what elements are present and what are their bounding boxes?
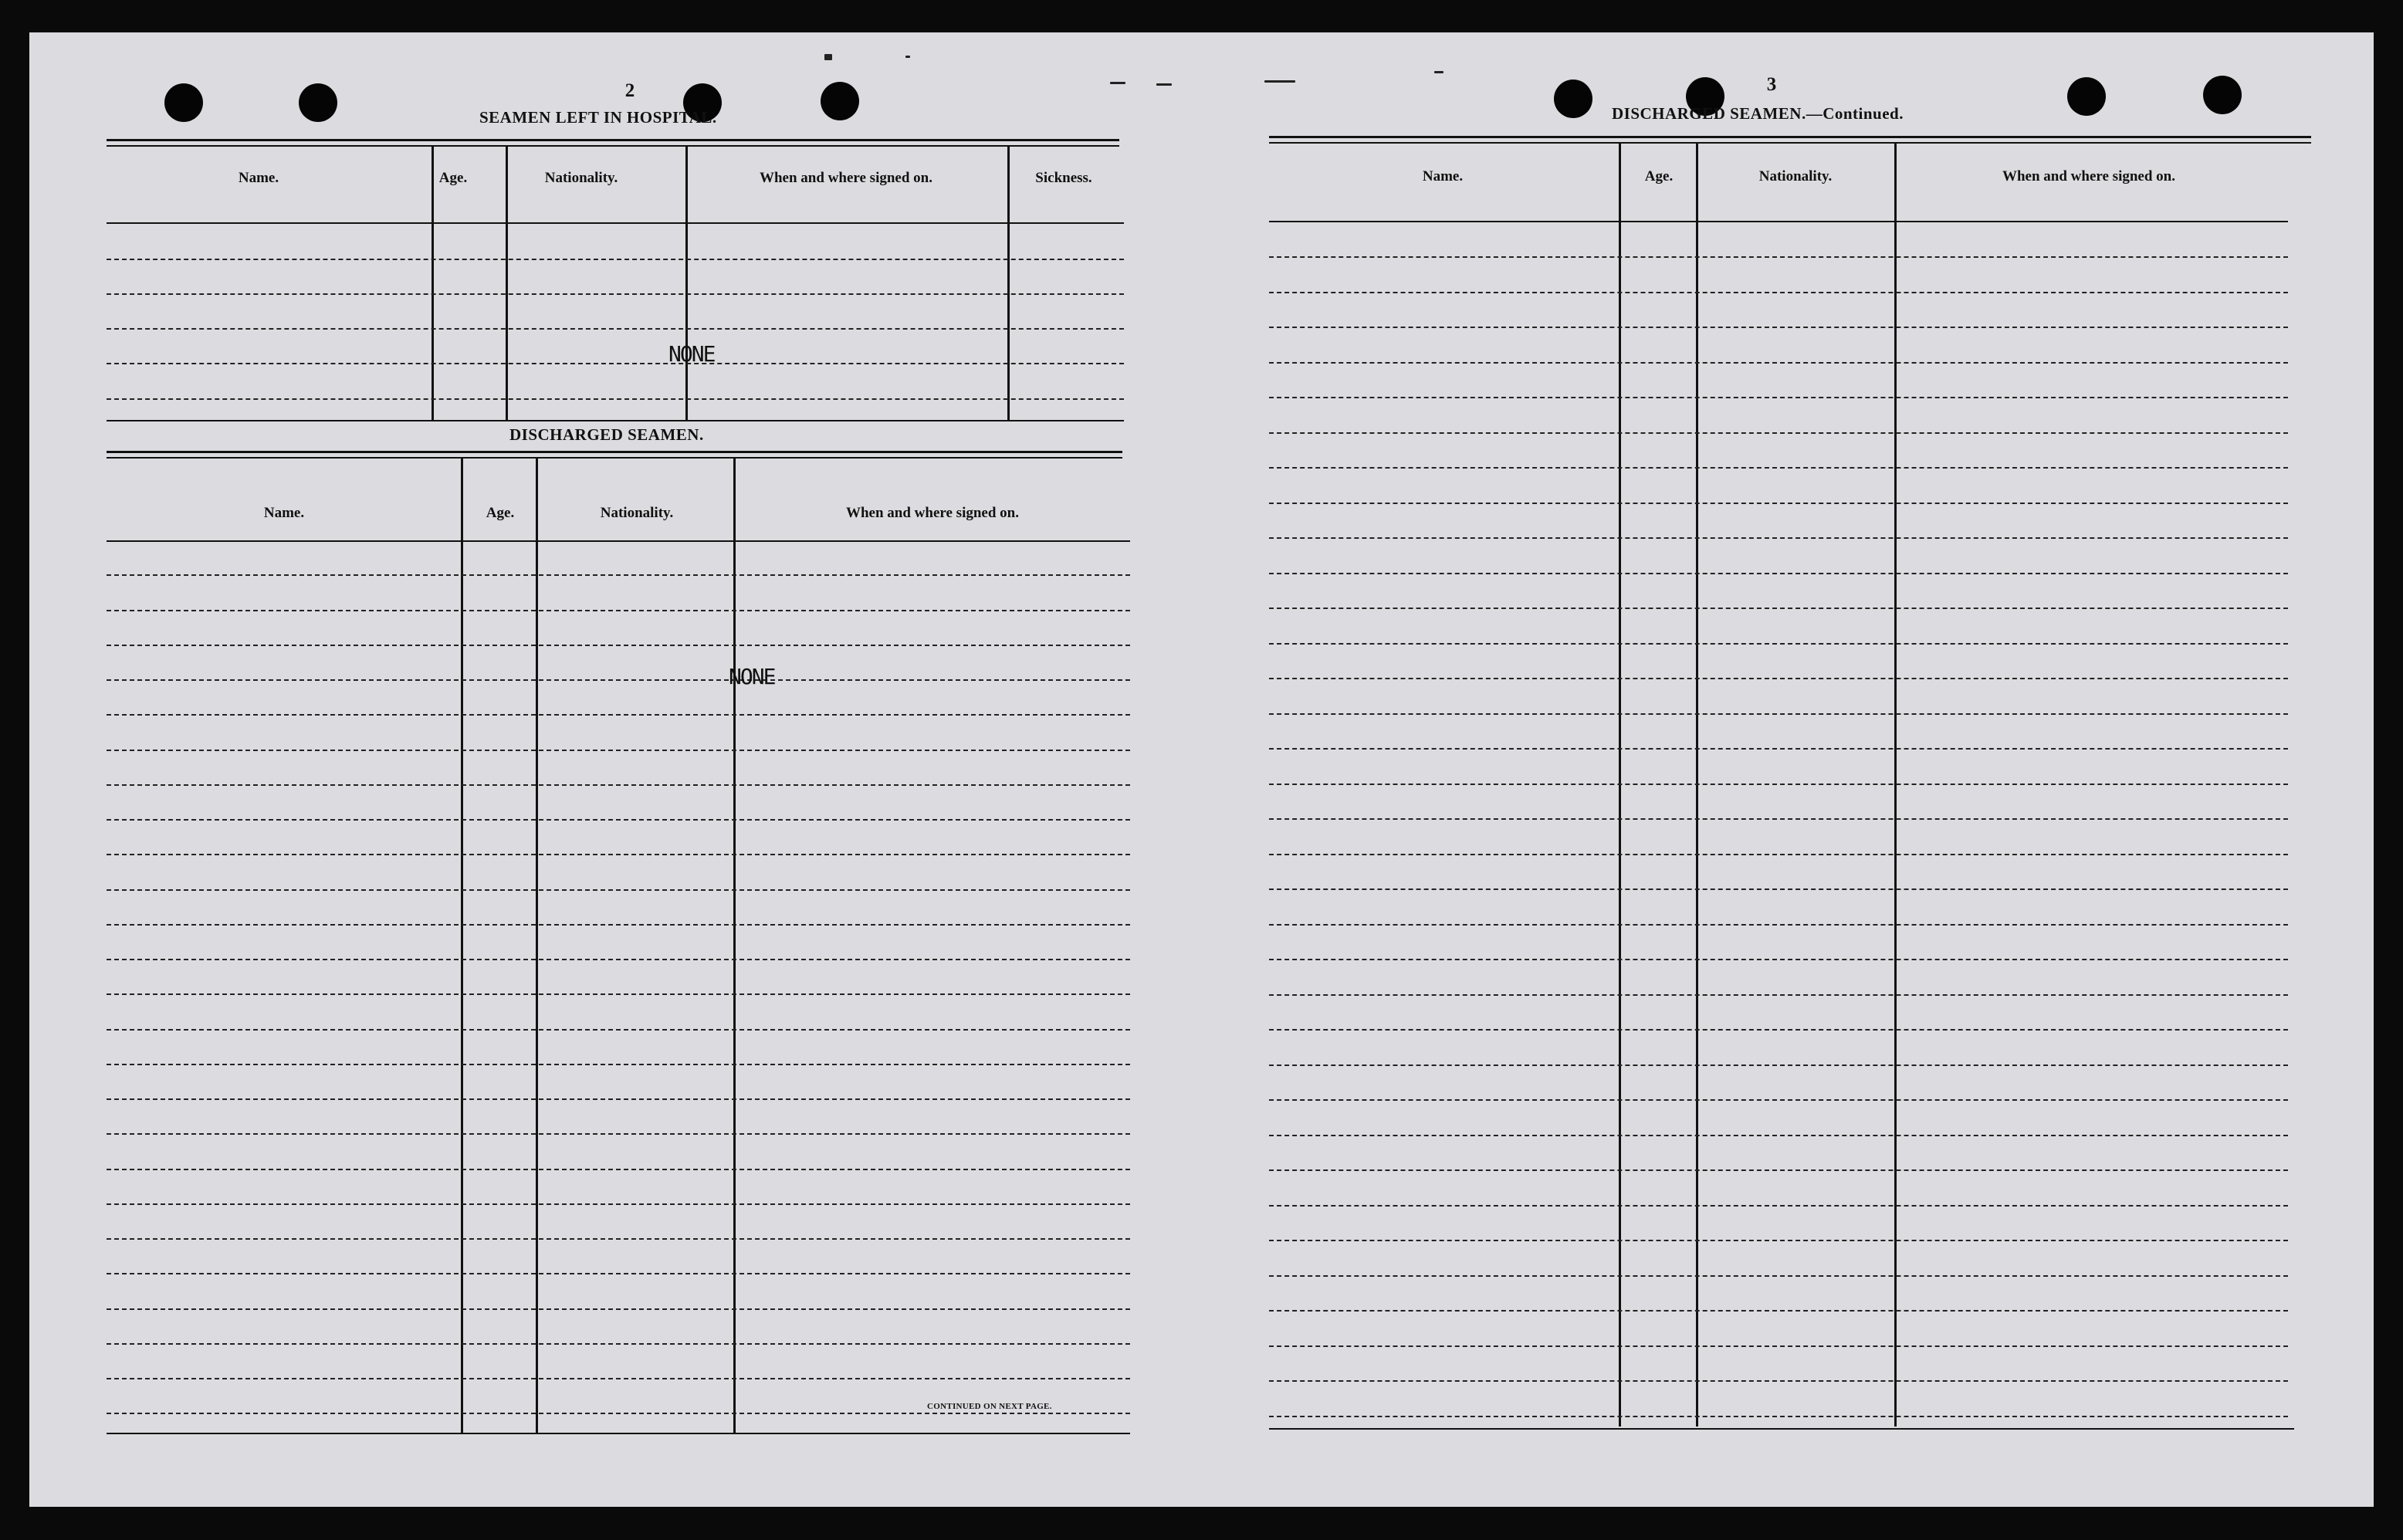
dashed-row (1269, 854, 2288, 855)
column-divider (461, 459, 463, 1433)
dashed-row (1269, 748, 2288, 750)
table-top-rule (107, 145, 1119, 147)
dashed-row (1269, 1310, 2288, 1312)
dashed-row (1269, 1064, 2288, 1066)
none-stamp: NONE (668, 341, 715, 367)
page-number: 3 (1766, 74, 1777, 95)
column-header-age: Age. (1644, 168, 1674, 184)
dashed-row (107, 959, 1130, 960)
dashed-row (1269, 608, 2288, 609)
punch-hole (2203, 76, 2242, 114)
table-bottom-rule (1269, 1428, 2294, 1430)
dashed-row (107, 750, 1130, 751)
dashed-row (107, 1413, 1130, 1414)
scan-speck (1434, 71, 1443, 73)
dashed-row (1269, 1205, 2288, 1207)
dashed-row (107, 610, 1130, 611)
column-divider (1696, 144, 1698, 1427)
dashed-row (1269, 643, 2288, 645)
dashed-row (107, 679, 1130, 681)
dashed-row (1269, 1029, 2288, 1031)
punch-hole (2067, 77, 2106, 116)
dashed-row (1269, 713, 2288, 715)
dashed-row (1269, 1169, 2288, 1171)
dashed-row (1269, 1380, 2288, 1382)
column-header-signed-on: When and where signed on. (759, 170, 932, 186)
dashed-row (107, 328, 1124, 330)
dashed-row (1269, 573, 2288, 574)
column-header-name: Name. (1422, 168, 1464, 184)
dashed-row (1269, 1275, 2288, 1277)
discharged-continued-table (1269, 136, 2327, 1440)
dashed-row (1269, 924, 2288, 926)
table-top-rule (1269, 136, 2311, 138)
dashed-row (1269, 959, 2288, 960)
dashed-row (1269, 292, 2288, 293)
table-top-rule (107, 139, 1119, 141)
continued-note: CONTINUED ON NEXT PAGE. (927, 1402, 1052, 1411)
dashed-row (107, 1029, 1130, 1031)
dashed-row (107, 1343, 1130, 1345)
none-stamp: NONE (729, 664, 775, 689)
dashed-row (107, 784, 1130, 786)
punch-hole (821, 82, 859, 120)
column-header-nationality: Nationality. (1758, 168, 1833, 184)
dashed-row (107, 1308, 1130, 1310)
scan-speck (824, 54, 832, 60)
dashed-row (107, 924, 1130, 926)
dashed-row (1269, 1240, 2288, 1241)
dashed-row (1269, 888, 2288, 890)
discharged-table (107, 451, 1130, 1443)
dashed-row (107, 645, 1130, 646)
discharged-section-title: DISCHARGED SEAMEN. (509, 425, 704, 444)
dashed-row (1269, 994, 2288, 996)
table-bottom-rule (107, 1433, 1130, 1434)
column-divider (733, 459, 736, 1433)
dashed-row (1269, 1345, 2288, 1347)
dashed-row (107, 363, 1124, 364)
column-divider (506, 147, 508, 420)
column-header-age: Age. (486, 505, 515, 521)
header-rule (107, 540, 1130, 542)
dashed-row (1269, 327, 2288, 328)
page-number: 2 (624, 80, 635, 101)
header-rule (1269, 221, 2288, 222)
dashed-row (1269, 678, 2288, 679)
scan-speck (1110, 82, 1125, 84)
scan-speck (1207, 22, 1245, 29)
column-divider (685, 147, 688, 420)
column-divider (1619, 144, 1621, 1427)
dashed-row (107, 259, 1124, 260)
dashed-row (107, 993, 1130, 995)
hospital-section-title: SEAMEN LEFT IN HOSPITAL. (479, 108, 717, 127)
scan-speck (1156, 83, 1172, 86)
dashed-row (107, 398, 1124, 400)
dashed-row (1269, 432, 2288, 434)
dashed-row (107, 1169, 1130, 1170)
dashed-row (107, 889, 1130, 891)
column-header-nationality: Nationality. (600, 505, 674, 521)
scan-speck (1264, 80, 1295, 83)
dashed-row (107, 819, 1130, 821)
dashed-row (107, 854, 1130, 855)
discharged-continued-title: DISCHARGED SEAMEN.—Continued. (1612, 104, 1904, 123)
column-header-signed-on: When and where signed on. (845, 505, 1019, 521)
dashed-row (1269, 1099, 2288, 1101)
dashed-row (107, 1203, 1130, 1205)
dashed-row (1269, 256, 2288, 258)
dashed-row (107, 293, 1124, 295)
column-header-age: Age. (438, 170, 468, 186)
dashed-row (1269, 397, 2288, 398)
column-divider (1894, 144, 1897, 1427)
column-header-name: Name. (263, 505, 305, 521)
table-top-rule (107, 457, 1122, 459)
dashed-row (1269, 467, 2288, 469)
table-bottom-rule (107, 420, 1124, 421)
dashed-row (107, 1378, 1130, 1379)
hospital-table (107, 139, 1124, 448)
dashed-row (107, 574, 1130, 576)
column-header-name: Name. (238, 170, 279, 186)
dashed-row (107, 1133, 1130, 1135)
dashed-row (1269, 503, 2288, 504)
scan-speck (905, 56, 910, 58)
document-sheet (29, 32, 2374, 1507)
column-divider (1007, 147, 1010, 420)
punch-hole (299, 83, 337, 122)
table-top-rule (107, 451, 1122, 453)
punch-hole (1554, 80, 1592, 118)
dashed-row (1269, 1416, 2288, 1417)
column-header-sickness: Sickness. (1035, 170, 1092, 186)
dashed-row (1269, 1135, 2288, 1136)
dashed-row (107, 714, 1130, 716)
dashed-row (107, 1238, 1130, 1240)
dashed-row (107, 1098, 1130, 1100)
dashed-row (107, 1273, 1130, 1274)
column-header-signed-on: When and where signed on. (2002, 168, 2175, 184)
table-top-rule (1269, 142, 2311, 144)
column-header-nationality: Nationality. (544, 170, 618, 186)
punch-hole (164, 83, 203, 122)
column-divider (536, 459, 538, 1433)
dashed-row (1269, 818, 2288, 820)
dashed-row (1269, 362, 2288, 364)
dashed-row (107, 1064, 1130, 1065)
column-divider (432, 147, 434, 420)
dashed-row (1269, 784, 2288, 785)
dashed-row (1269, 537, 2288, 539)
header-rule (107, 222, 1124, 224)
